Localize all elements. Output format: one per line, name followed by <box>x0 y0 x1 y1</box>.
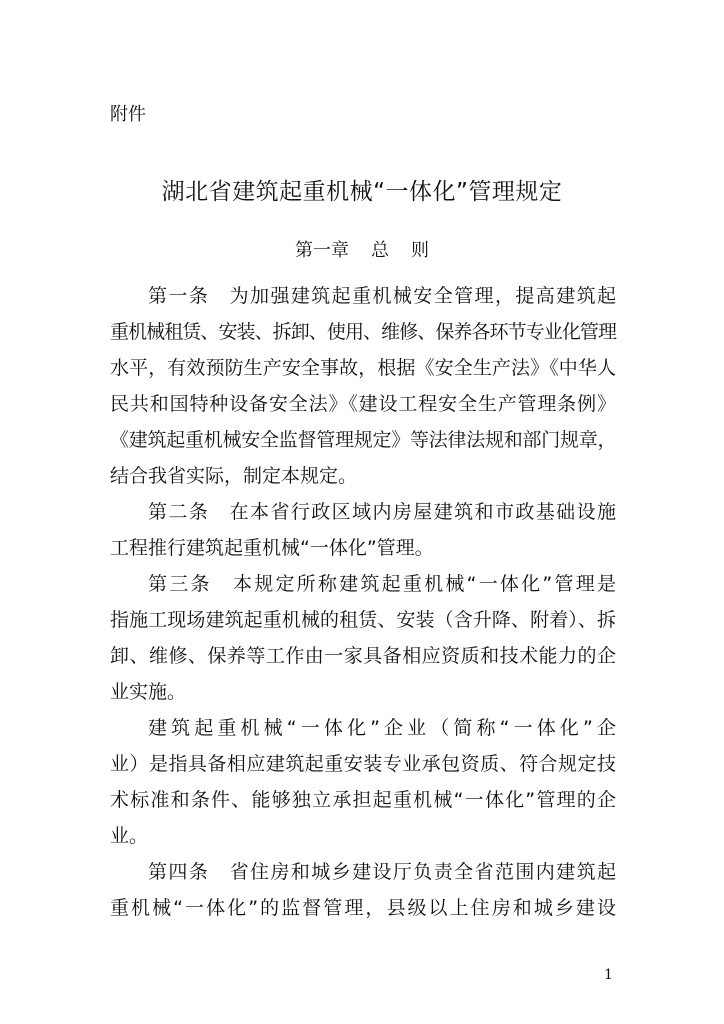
chapter-word-2: 则 <box>411 240 429 261</box>
text-line: 卸、维修、保养等工作由一家具备相应资质和技术能力的企 <box>110 645 616 667</box>
text-line: 业实施。 <box>110 681 187 703</box>
text-line: 第二条 在本省行政区域内房屋建筑和市政基础设施 <box>148 501 616 523</box>
text-line: 第三条 本规定所称建筑起重机械“一体化”管理是 <box>148 573 616 595</box>
text-line: 指施工现场建筑起重机械的租赁、安装（含升降、附着）、拆 <box>110 609 616 631</box>
text-line: 第一条 为加强建筑起重机械安全管理，提高建筑起 <box>148 285 616 307</box>
text-line: 业）是指具备相应建筑起重安装专业承包资质、符合规定技 <box>110 753 616 775</box>
page-number: 1 <box>604 967 613 983</box>
chapter-number: 第一章 <box>295 240 349 261</box>
text-line: 术标准和条件、能够独立承担起重机械“一体化”管理的企 <box>110 789 616 811</box>
text-line: 民共和国特种设备安全法》《建设工程安全生产管理条例》 <box>110 393 616 415</box>
text-line: 建筑起重机械“一体化”企业（简称“一体化”企 <box>148 717 616 739</box>
text-line: 结合我省实际，制定本规定。 <box>110 465 358 487</box>
document-title: 湖北省建筑起重机械“一体化”管理规定 <box>161 179 563 205</box>
text-line: 第四条 省住房和城乡建设厅负责全省范围内建筑起 <box>148 861 616 883</box>
text-line: 业。 <box>110 825 149 847</box>
text-line: 重机械租赁、安装、拆卸、使用、维修、保养各环节专业化管理 <box>110 321 616 343</box>
text-line: 《建筑起重机械安全监督管理规定》等法律法规和部门规章， <box>110 429 617 451</box>
text-line: 工程推行建筑起重机械“一体化”管理。 <box>110 537 434 559</box>
text-line: 重机械“一体化”的监督管理，县级以上住房和城乡建设 <box>110 897 616 919</box>
attachment-label: 附件 <box>110 104 146 125</box>
chapter-heading <box>0 238 724 264</box>
text-line: 水平，有效预防生产安全事故，根据《安全生产法》《中华人 <box>110 357 616 379</box>
chapter-word-1: 总 <box>371 240 389 261</box>
